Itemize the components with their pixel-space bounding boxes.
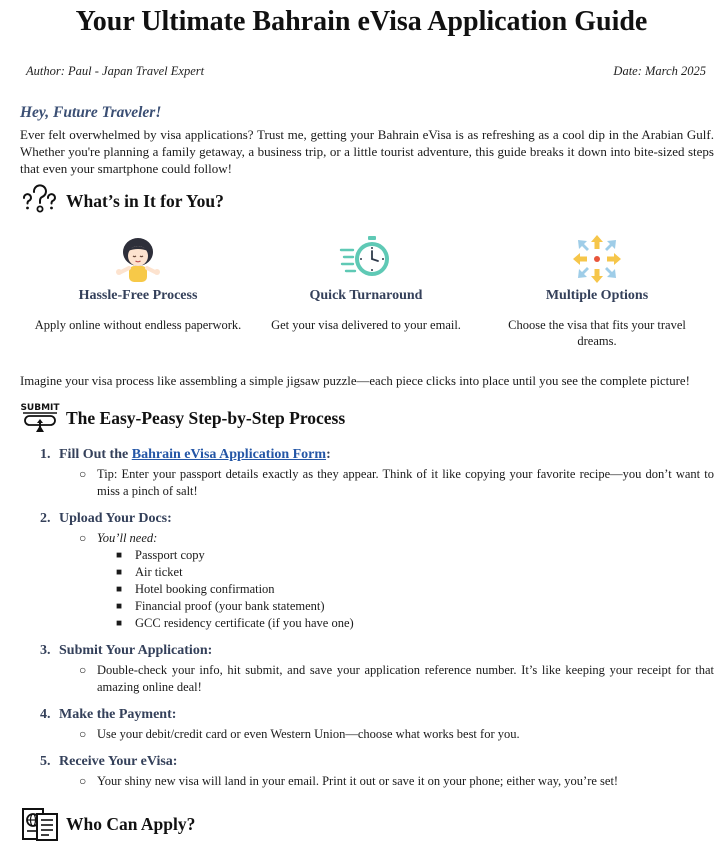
question-marks-icon: [20, 183, 60, 219]
feature-text: Choose the visa that fits your travel dreams.: [508, 318, 686, 348]
steps-heading: The Easy-Peasy Step-by-Step Process: [66, 407, 346, 428]
intro-paragraph: Ever felt overwhelmed by visa applications? Trust me, getting your Bahrain eVisa is as refreshing as a cool dip in the Arabian Gulf. Whether you're planning a family getaway, a business trip, or a little tourist adventure, this guide breaks it down into bite-sized steps that even your smartphone could follow!: [20, 127, 714, 176]
circle-bullet-icon: ○: [79, 531, 87, 545]
circle-bullet-icon: ○: [79, 727, 87, 741]
step-title: Fill Out the Bahrain eVisa Application Form:: [59, 447, 331, 462]
list-item: ■ GCC residency certificate (if you have one): [116, 616, 354, 630]
square-bullet-icon: ■: [116, 601, 123, 612]
step-title: Submit Your Application:: [59, 643, 213, 658]
submit-icon: [20, 400, 60, 436]
feature-title: Quick Turnaround: [309, 288, 423, 303]
list-item: ■ Financial proof (your bank statement): [116, 599, 325, 613]
step-item: [40, 754, 714, 790]
greeting-heading: Hey, Future Traveler!: [20, 104, 162, 121]
list-item: ■ Passport copy: [116, 548, 205, 562]
circle-bullet-icon: ○: [79, 663, 87, 677]
step-number: 2.: [40, 511, 51, 526]
svg-text:SUBMIT: SUBMIT: [20, 403, 60, 413]
passport-icon: [20, 806, 60, 842]
who-heading: Who Can Apply?: [66, 813, 196, 834]
steps-section-heading: [20, 400, 345, 436]
feature-title: Hassle-Free Process: [78, 288, 198, 303]
step-number: 3.: [40, 643, 51, 658]
step-detail: [79, 773, 714, 790]
date-line: Date: March 2025: [613, 64, 706, 78]
square-bullet-icon: ■: [116, 618, 123, 629]
circle-bullet-icon: ○: [79, 774, 87, 788]
author-line: Author: Paul - Japan Travel Expert: [26, 64, 205, 78]
feature-title: Multiple Options: [545, 288, 649, 303]
circle-bullet-icon: ○: [79, 467, 87, 481]
step-detail-text: Use your debit/credit card or even Western Union—choose what works best for you.: [97, 727, 520, 741]
multi-direction-arrows-icon: [487, 232, 707, 286]
step-number: 5.: [40, 754, 51, 769]
benefits-section-heading: [20, 183, 224, 219]
step-detail: [79, 530, 714, 547]
feature-quick-turnaround: [256, 232, 476, 333]
step-detail-text: Double-check your info, hit submit, and save your application reference number. It’s like keeping your receipt for that amazing online deal!: [97, 663, 714, 694]
step-title: Make the Payment:: [59, 707, 177, 722]
step-title: Receive Your eVisa:: [59, 754, 178, 769]
step-item: [40, 707, 714, 743]
fast-clock-icon: [256, 232, 476, 286]
step-number: 4.: [40, 707, 51, 722]
step-item: [40, 447, 714, 500]
person-relaxed-icon: [28, 232, 248, 286]
list-item: ■ Hotel booking confirmation: [116, 582, 275, 596]
list-item: ■ Air ticket: [116, 565, 183, 579]
steps-list: [40, 447, 714, 801]
step-item: [40, 511, 714, 632]
who-section-heading: [20, 806, 195, 842]
page-title: Your Ultimate Bahrain eVisa Application Guide: [75, 6, 648, 37]
step-title: Upload Your Docs:: [59, 511, 172, 526]
feature-text: Get your visa delivered to your email.: [271, 318, 461, 332]
feature-text: Apply online without endless paperwork.: [34, 318, 242, 332]
step-detail-text: You’ll need:: [97, 531, 158, 545]
step-item: [40, 643, 714, 696]
step-detail-text: Tip: Enter your passport details exactly as they appear. Think of it like copying your favorite recipe—you don’t want to miss a pinch of salt!: [97, 467, 714, 498]
step-number: 1.: [40, 447, 51, 462]
step-detail: [79, 662, 714, 696]
feature-hassle-free: [28, 232, 248, 333]
square-bullet-icon: ■: [116, 550, 123, 561]
feature-multiple-options: [487, 232, 707, 349]
application-form-link[interactable]: Bahrain eVisa Application Form: [131, 447, 327, 462]
step-detail-text: Your shiny new visa will land in your email. Print it out or save it on your phone; either way, you’re set!: [97, 774, 619, 788]
square-bullet-icon: ■: [116, 584, 123, 595]
step-detail: [79, 466, 714, 500]
benefits-heading: What’s in It for You?: [66, 190, 224, 211]
square-bullet-icon: ■: [116, 567, 123, 578]
jigsaw-paragraph: Imagine your visa process like assembling a simple jigsaw puzzle—each piece clicks into place until you see the complete picture!: [20, 374, 690, 388]
step-detail: [79, 726, 714, 743]
